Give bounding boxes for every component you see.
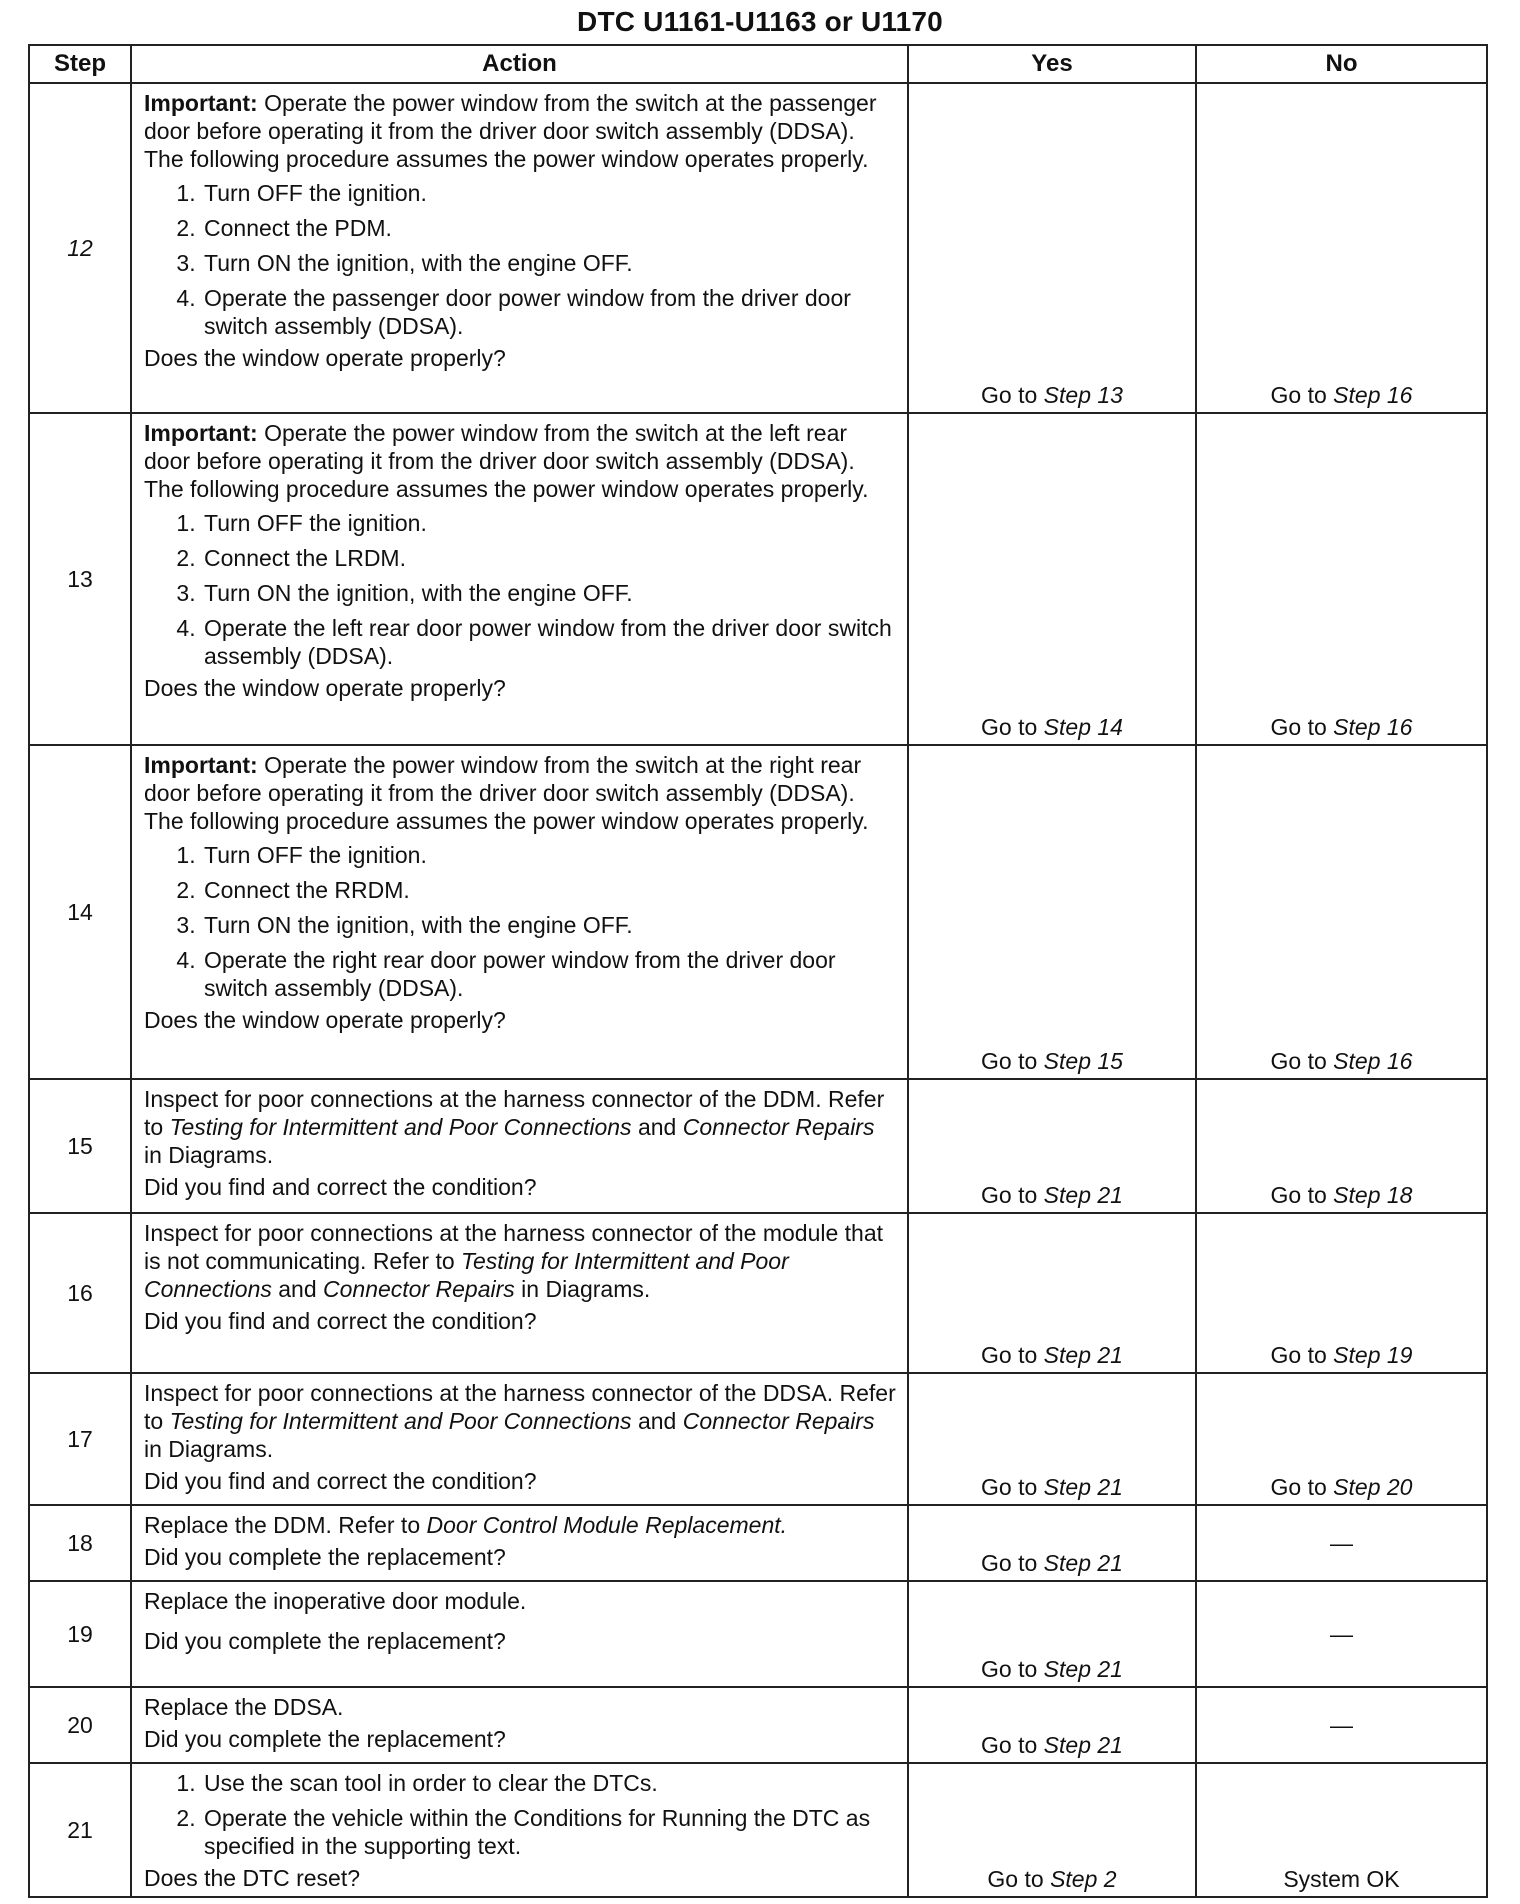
action-text: Replace the DDSA. bbox=[144, 1694, 344, 1720]
yes-header: Yes bbox=[908, 45, 1196, 83]
important-text: Operate the power window from the switch at the passenger door before operating it from the driver door switch assembly (DDSA). The following procedure assumes the power window operates properly. bbox=[144, 90, 877, 172]
go-to-label: Go to bbox=[1270, 714, 1327, 740]
step-number: 12 bbox=[29, 83, 131, 413]
important-label: Important: bbox=[144, 420, 258, 446]
reference-link[interactable]: Testing for Intermittent and Poor Connections bbox=[144, 1248, 789, 1302]
list-item: 2. Connect the LRDM. bbox=[202, 544, 897, 572]
go-to-label: Go to bbox=[981, 714, 1038, 740]
go-to-label: Go to bbox=[1270, 1048, 1327, 1074]
yes-target-link[interactable]: Step 2 bbox=[1050, 1866, 1117, 1892]
yes-target-link[interactable]: Step 21 bbox=[1043, 1550, 1123, 1576]
no-target-link[interactable]: Step 18 bbox=[1333, 1182, 1413, 1208]
list-item: 4. Operate the left rear door power window from the driver door switch assembly (DDSA). bbox=[202, 614, 897, 670]
list-item: 3. Turn ON the ignition, with the engine OFF. bbox=[202, 911, 897, 939]
no-target-link[interactable]: Step 16 bbox=[1333, 714, 1413, 740]
procedure-list bbox=[144, 1769, 897, 1860]
go-to-label: Go to bbox=[981, 1342, 1038, 1368]
action-text: Replace the DDM. Refer to bbox=[144, 1512, 421, 1538]
no-cell: System OK bbox=[1196, 1763, 1487, 1897]
reference-link[interactable]: Testing for Intermittent and Poor Connections bbox=[169, 1408, 632, 1434]
table-row bbox=[29, 1763, 1487, 1897]
go-to-label: Go to bbox=[981, 382, 1038, 408]
action-cell bbox=[131, 1079, 908, 1213]
list-item: 2. Connect the RRDM. bbox=[202, 876, 897, 904]
action-cell bbox=[131, 1213, 908, 1373]
action-text: Inspect for poor connections at the harness connector of the DDSA. Refer to bbox=[144, 1380, 896, 1434]
no-cell: — bbox=[1196, 1687, 1487, 1763]
step-number: 21 bbox=[29, 1763, 131, 1897]
step-number: 18 bbox=[29, 1505, 131, 1581]
go-to-label: Go to bbox=[1270, 1474, 1327, 1500]
procedure-list bbox=[144, 179, 897, 340]
step-header: Step bbox=[29, 45, 131, 83]
no-cell bbox=[1196, 1373, 1487, 1505]
action-header: Action bbox=[131, 45, 908, 83]
go-to-label: Go to bbox=[981, 1656, 1038, 1682]
important-label: Important: bbox=[144, 752, 258, 778]
question: Did you find and correct the condition? bbox=[144, 1468, 537, 1494]
reference-link[interactable]: Connector Repairs bbox=[682, 1114, 875, 1140]
no-header: No bbox=[1196, 45, 1487, 83]
no-cell bbox=[1196, 1213, 1487, 1373]
go-to-label: Go to bbox=[1270, 382, 1327, 408]
list-item: 2. Operate the vehicle within the Conditions for Running the DTC as specified in the supporting text. bbox=[202, 1804, 897, 1860]
table-row bbox=[29, 1079, 1487, 1213]
step-number: 20 bbox=[29, 1687, 131, 1763]
no-target-link[interactable]: Step 20 bbox=[1333, 1474, 1413, 1500]
list-item: 3. Turn ON the ignition, with the engine OFF. bbox=[202, 249, 897, 277]
action-cell bbox=[131, 1373, 908, 1505]
action-cell bbox=[131, 1505, 908, 1581]
no-target-link[interactable]: Step 16 bbox=[1333, 382, 1413, 408]
list-item: 4. Operate the right rear door power window from the driver door switch assembly (DDSA). bbox=[202, 946, 897, 1002]
question: Did you complete the replacement? bbox=[144, 1628, 506, 1654]
step-number: 19 bbox=[29, 1581, 131, 1687]
step-number: 16 bbox=[29, 1213, 131, 1373]
action-text: in Diagrams. bbox=[521, 1276, 651, 1302]
list-item: 1. Use the scan tool in order to clear the DTCs. bbox=[202, 1769, 897, 1797]
action-text: and bbox=[637, 1408, 677, 1434]
action-text: Inspect for poor connections at the harness connector of the module that is not communicating. Refer to bbox=[144, 1220, 884, 1274]
question: Does the window operate properly? bbox=[144, 675, 506, 701]
yes-cell bbox=[908, 1763, 1196, 1897]
important-text: Operate the power window from the switch at the right rear door before operating it from the driver door switch assembly (DDSA). The following procedure assumes the power window operates properly. bbox=[144, 752, 869, 834]
action-cell bbox=[131, 83, 908, 413]
question: Did you find and correct the condition? bbox=[144, 1308, 537, 1334]
step-number: 15 bbox=[29, 1079, 131, 1213]
action-text: Inspect for poor connections at the harness connector of the DDM. Refer to bbox=[144, 1086, 885, 1140]
go-to-label: Go to bbox=[981, 1732, 1038, 1758]
go-to-label: Go to bbox=[1270, 1342, 1327, 1368]
important-text: Operate the power window from the switch at the left rear door before operating it from the driver door switch assembly (DDSA). The following procedure assumes the power window operates properly. bbox=[144, 420, 869, 502]
yes-cell bbox=[908, 413, 1196, 745]
action-text: in Diagrams. bbox=[144, 1142, 274, 1168]
yes-target-link[interactable]: Step 13 bbox=[1043, 382, 1123, 408]
no-cell bbox=[1196, 745, 1487, 1079]
yes-cell bbox=[908, 745, 1196, 1079]
reference-link[interactable]: Door Control Module Replacement. bbox=[426, 1512, 788, 1538]
question: Does the window operate properly? bbox=[144, 345, 506, 371]
no-target-link[interactable]: Step 16 bbox=[1333, 1048, 1413, 1074]
important-label: Important: bbox=[144, 90, 258, 116]
question: Did you find and correct the condition? bbox=[144, 1174, 537, 1200]
question: Did you complete the replacement? bbox=[144, 1544, 506, 1570]
no-cell: — bbox=[1196, 1581, 1487, 1687]
go-to-label: Go to bbox=[1270, 1182, 1327, 1208]
table-row bbox=[29, 1505, 1487, 1581]
table-row bbox=[29, 745, 1487, 1079]
no-cell bbox=[1196, 1079, 1487, 1213]
yes-cell bbox=[908, 1373, 1196, 1505]
question: Does the window operate properly? bbox=[144, 1007, 506, 1033]
yes-target-link[interactable]: Step 21 bbox=[1043, 1342, 1123, 1368]
go-to-label: Go to bbox=[981, 1048, 1038, 1074]
list-item: 2. Connect the PDM. bbox=[202, 214, 897, 242]
table-row bbox=[29, 1687, 1487, 1763]
yes-target-link[interactable]: Step 21 bbox=[1043, 1656, 1123, 1682]
no-target-link[interactable]: Step 19 bbox=[1333, 1342, 1413, 1368]
yes-target-link[interactable]: Step 21 bbox=[1043, 1474, 1123, 1500]
yes-target-link[interactable]: Step 14 bbox=[1043, 714, 1123, 740]
action-cell bbox=[131, 1687, 908, 1763]
table-row bbox=[29, 1581, 1487, 1687]
reference-link[interactable]: Testing for Intermittent and Poor Connections bbox=[169, 1114, 632, 1140]
step-number: 14 bbox=[29, 745, 131, 1079]
step-number: 13 bbox=[29, 413, 131, 745]
action-text: in Diagrams. bbox=[144, 1436, 274, 1462]
reference-link[interactable]: Connector Repairs bbox=[682, 1408, 875, 1434]
go-to-label: Go to bbox=[981, 1474, 1038, 1500]
yes-cell bbox=[908, 1581, 1196, 1687]
yes-cell bbox=[908, 1505, 1196, 1581]
yes-cell bbox=[908, 1687, 1196, 1763]
no-cell bbox=[1196, 83, 1487, 413]
page-title: DTC U1161-U1163 or U1170 bbox=[577, 6, 943, 37]
yes-cell bbox=[908, 1213, 1196, 1373]
procedure-list bbox=[144, 841, 897, 1002]
list-item: 1. Turn OFF the ignition. bbox=[202, 179, 897, 207]
table-row bbox=[29, 413, 1487, 745]
no-cell bbox=[1196, 413, 1487, 745]
yes-target-link[interactable]: Step 21 bbox=[1043, 1182, 1123, 1208]
list-item: 1. Turn OFF the ignition. bbox=[202, 841, 897, 869]
go-to-label: Go to bbox=[981, 1550, 1038, 1576]
yes-cell bbox=[908, 83, 1196, 413]
table-row bbox=[29, 83, 1487, 413]
diagnostic-table bbox=[28, 44, 1488, 1898]
action-cell bbox=[131, 1763, 908, 1897]
yes-cell bbox=[908, 1079, 1196, 1213]
step-number: 17 bbox=[29, 1373, 131, 1505]
action-text: Replace the inoperative door module. bbox=[144, 1588, 527, 1614]
go-to-label: Go to bbox=[987, 1866, 1044, 1892]
action-cell bbox=[131, 1581, 908, 1687]
list-item: 3. Turn ON the ignition, with the engine OFF. bbox=[202, 579, 897, 607]
question: Did you complete the replacement? bbox=[144, 1726, 506, 1752]
no-cell: — bbox=[1196, 1505, 1487, 1581]
header-row bbox=[29, 45, 1487, 83]
table-row bbox=[29, 1373, 1487, 1505]
action-text: and bbox=[278, 1276, 317, 1302]
reference-link[interactable]: Connector Repairs bbox=[323, 1276, 515, 1302]
list-item: 1. Turn OFF the ignition. bbox=[202, 509, 897, 537]
procedure-list bbox=[144, 509, 897, 670]
yes-target-link[interactable]: Step 21 bbox=[1043, 1732, 1123, 1758]
action-cell bbox=[131, 745, 908, 1079]
go-to-label: Go to bbox=[981, 1182, 1038, 1208]
action-cell bbox=[131, 413, 908, 745]
list-item: 4. Operate the passenger door power window from the driver door switch assembly (DDSA). bbox=[202, 284, 897, 340]
action-text: and bbox=[637, 1114, 677, 1140]
yes-target-link[interactable]: Step 15 bbox=[1043, 1048, 1123, 1074]
question: Does the DTC reset? bbox=[144, 1865, 361, 1891]
table-row bbox=[29, 1213, 1487, 1373]
